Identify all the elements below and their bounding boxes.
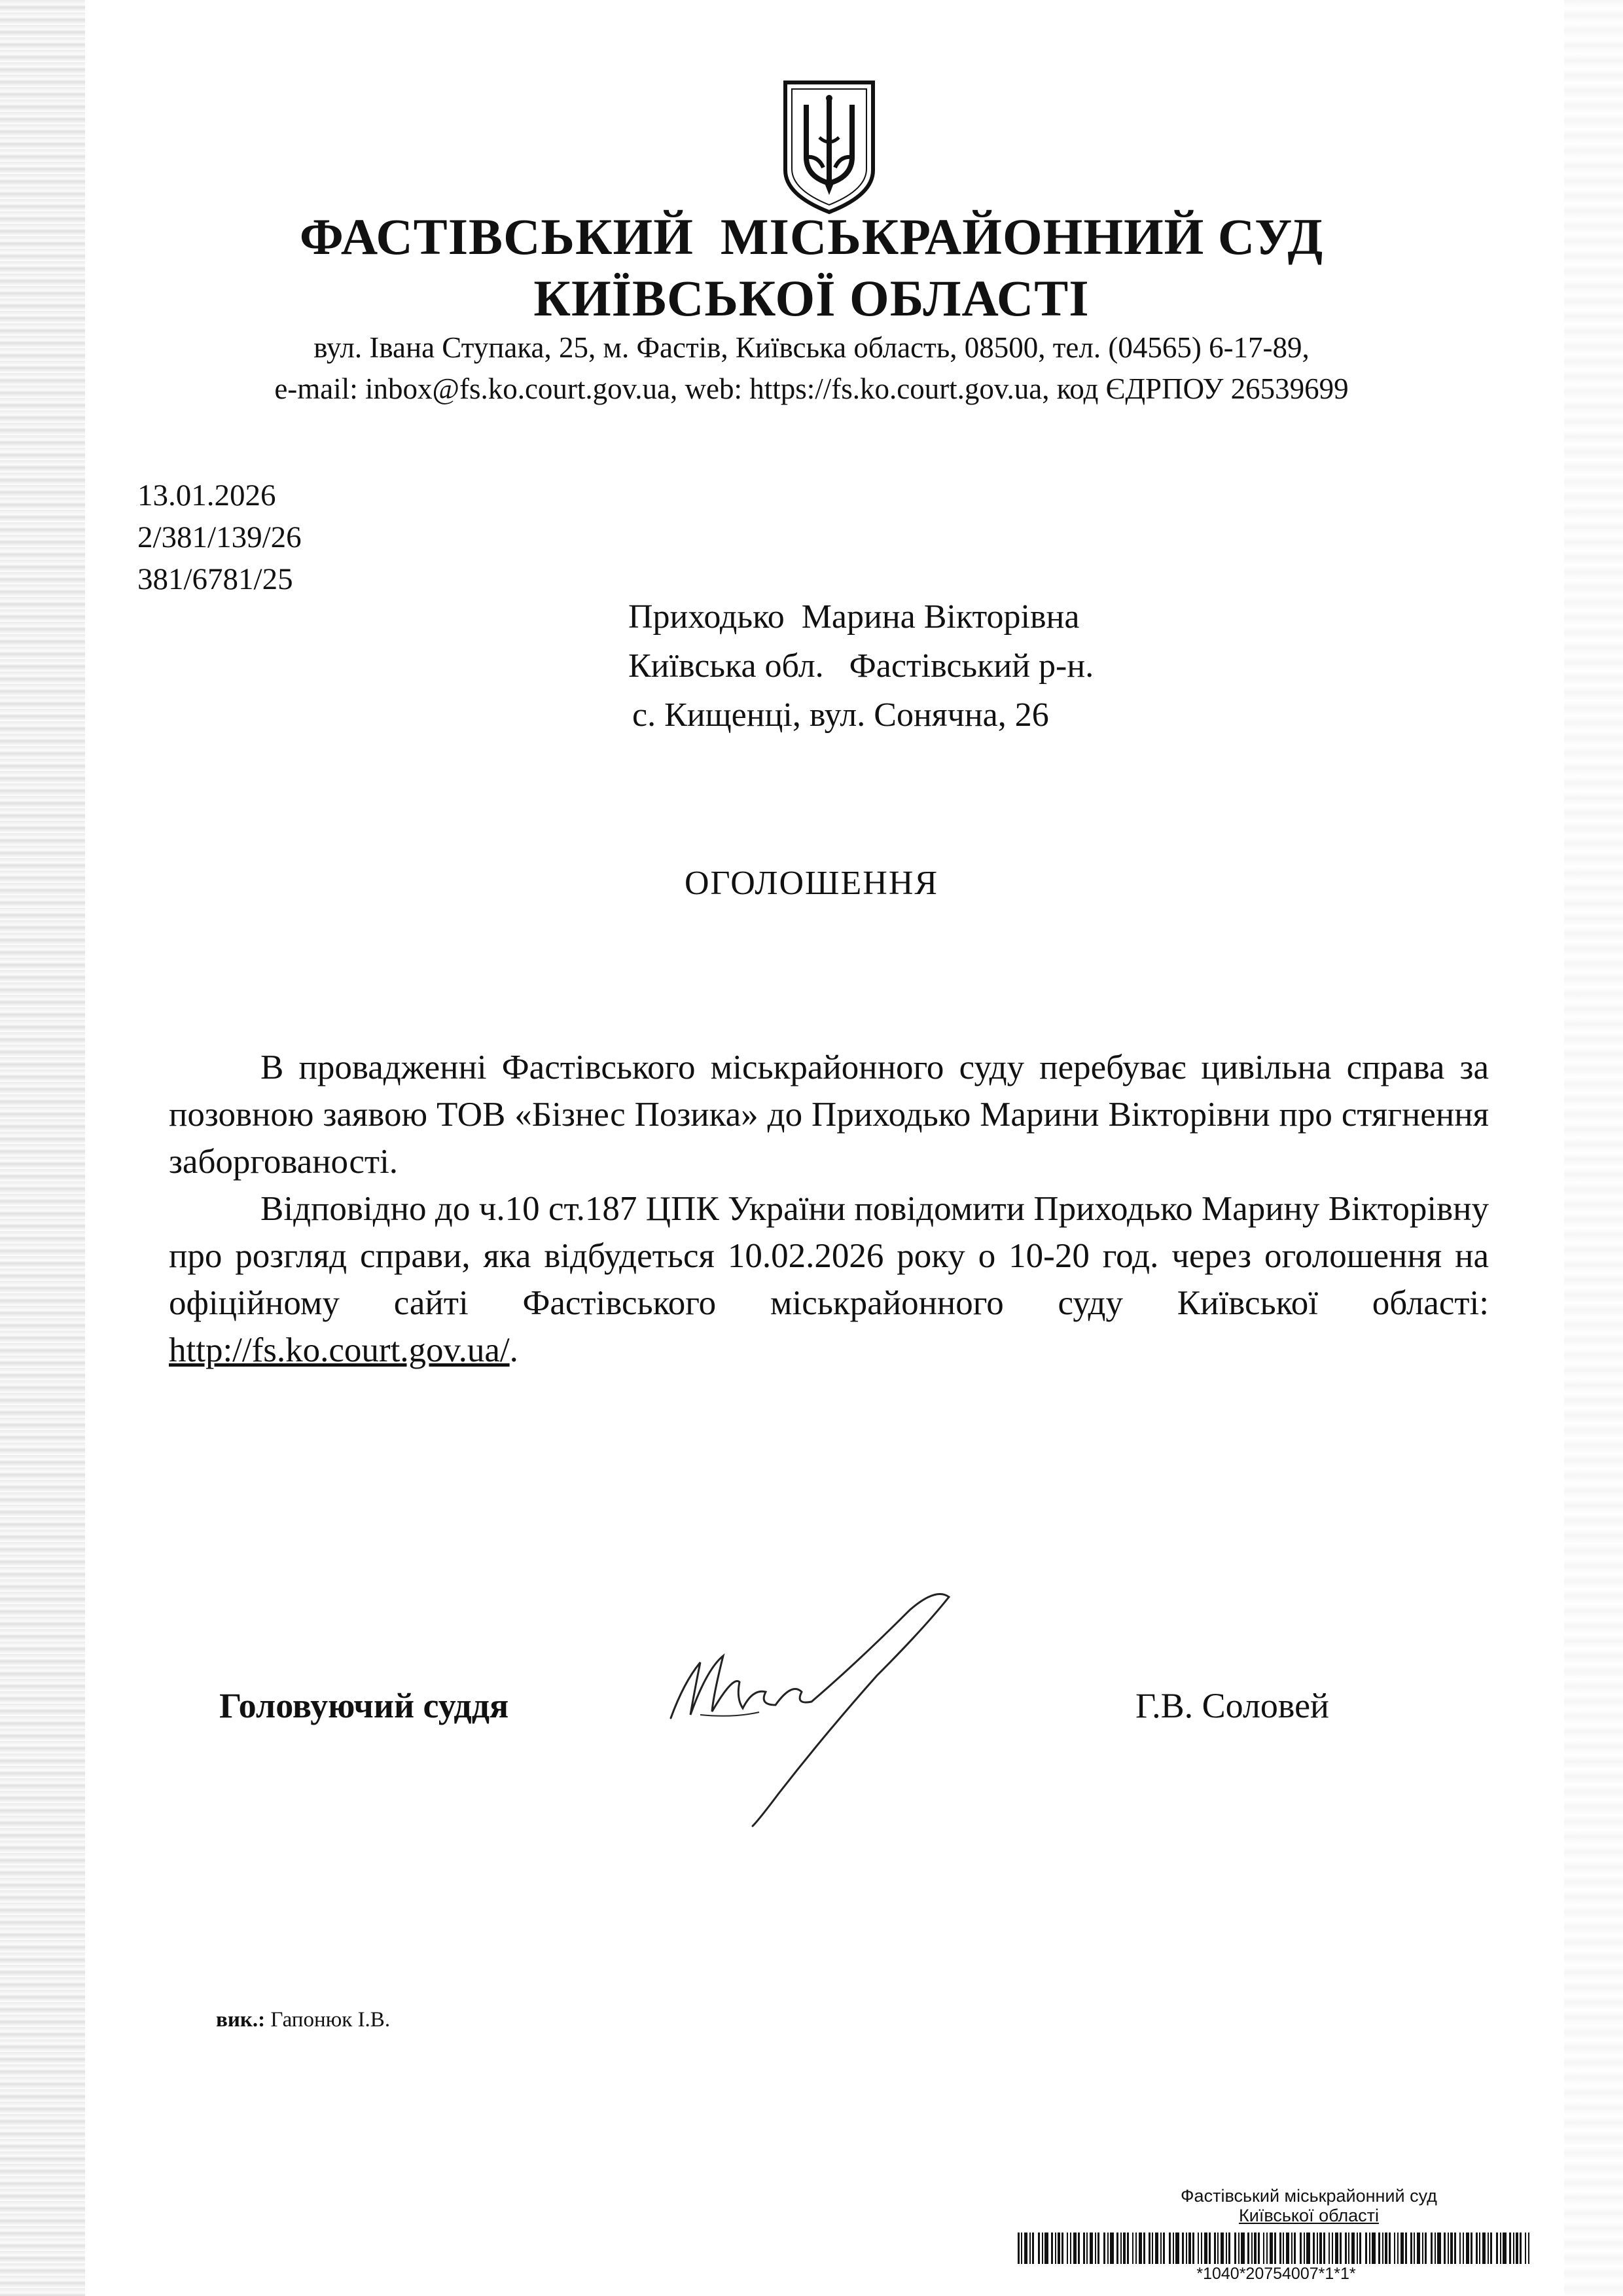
judge-name: Г.В. Соловей [1135,1686,1329,1725]
body-paragraph-2-text: Відповідно до ч.10 ст.187 ЦПК України повідомити Приходько Марину Вікторівну про розгляд справи, яка відбудеться 10.02.2026 року о 10-20 год. через оголошення на офіційному сайті Фастівського міськрайонного суду Київської області: [169,1190,1489,1322]
court-contacts [0,327,1623,410]
executor-label: вик.: [216,2008,266,2032]
court-name-line2: КИЇВСЬКОЇ ОБЛАСТІ [533,270,1090,327]
body-paragraph-2-end: . [509,1331,518,1369]
document-meta [137,475,302,600]
registration-court [1073,2186,1544,2225]
addressee-name: Приходько Марина Вікторівна [628,598,1080,636]
handwritten-signature [661,1584,1001,1833]
coat-of-arms-icon [780,79,878,216]
judge-role: Головуючий суддя [219,1686,509,1725]
executor-line [216,2008,390,2032]
addressee-street: с. Кищенці, вул. Сонячна, 26 [632,696,1049,734]
body-paragraph-2 [169,1185,1489,1374]
body-paragraph-1: В провадженні Фастівського міськрайонного суду перебуває цивільна справа за позовною заявою ТОВ «Бізнес Позика» до Приходько Марини Вікторівни про стягнення заборгованості. [169,1049,1489,1181]
document-date: 13.01.2026 [137,478,276,512]
case-number: 381/6781/25 [137,562,293,596]
barcode-number: *1040*20754007*1*1* [1196,2265,1356,2283]
addressee-region: Київська обл. Фастівський р-н. [628,647,1094,685]
addressee-block [628,592,1094,740]
court-title [0,206,1623,329]
court-name-line1: ФАСТІВСЬКИЙ МІСЬКРАЙОННИЙ СУД [299,208,1324,265]
barcode [1018,2233,1535,2264]
court-website-link[interactable]: http://fs.ko.court.gov.ua/ [169,1331,510,1369]
court-email-web: e-mail: inbox@fs.ko.court.gov.ua, web: https://fs.ko.court.gov.ua, код ЄДРПОУ 26539699 [274,372,1349,405]
executor-name: Гапонюк І.В. [270,2008,391,2032]
court-address: вул. Івана Ступака, 25, м. Фастів, Київська область, 08500, тел. (04565) 6-17-89, [313,331,1310,364]
outgoing-number: 2/381/139/26 [137,520,302,554]
document-title: ОГОЛОШЕННЯ [684,865,939,902]
registration-court-line1: Фастівський міськрайонний суд [1181,2186,1437,2206]
registration-court-line2: Київської області [1239,2206,1379,2225]
announcement-body [169,1044,1489,1374]
